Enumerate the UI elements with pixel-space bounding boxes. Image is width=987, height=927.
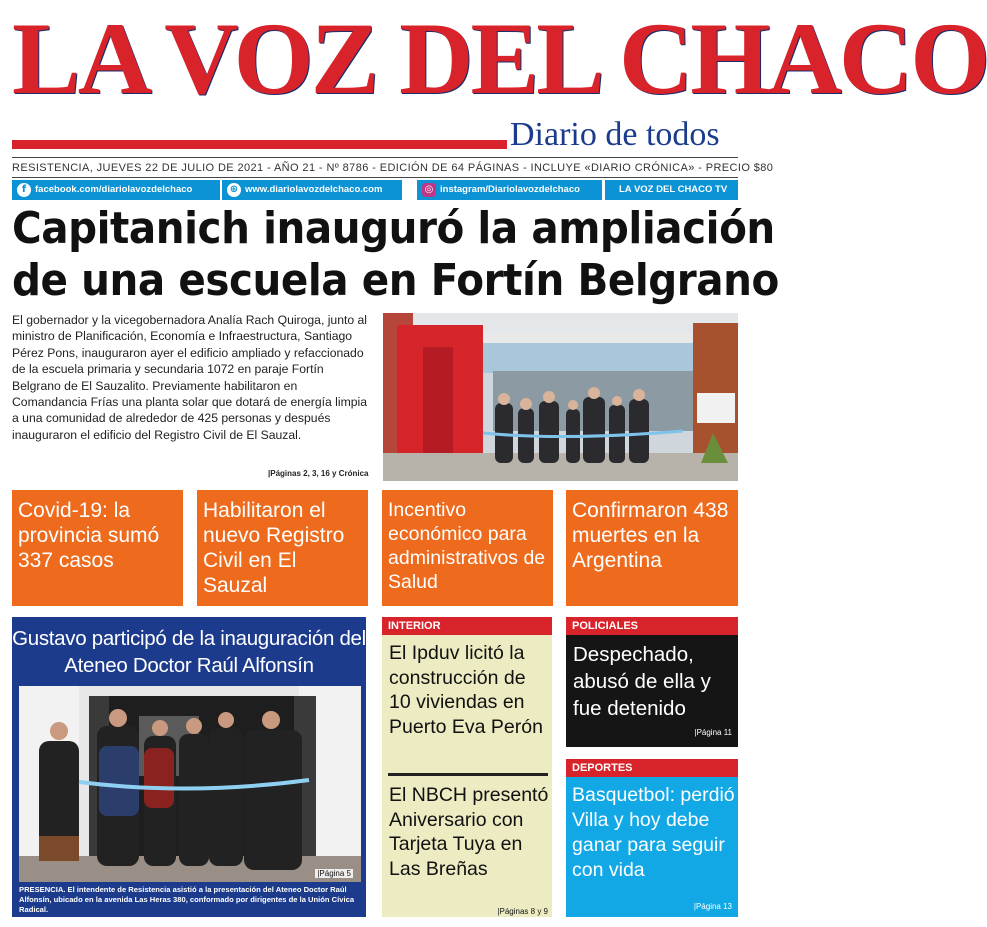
interior-tag: INTERIOR: [382, 617, 552, 635]
interior-section: [382, 617, 552, 917]
policiales-tag: POLICIALES: [566, 617, 738, 635]
instagram-link[interactable]: [417, 180, 602, 200]
school-inauguration-photo: [383, 313, 738, 481]
interior-page-ref: |Páginas 8 y 9: [497, 907, 548, 916]
ateneo-inauguration-photo: [19, 686, 361, 882]
orange-story-incentivo[interactable]: Incentivo económico para administrativos de Salud: [382, 490, 553, 606]
main-headline[interactable]: [12, 203, 779, 307]
instagram-icon: ◎: [422, 183, 436, 197]
interior-story-nbch[interactable]: El NBCH presentó Aniversario con Tarjeta Tuya en Las Breñas: [389, 784, 549, 880]
orange-story-muertes[interactable]: Confirmaron 438 muertes en la Argentina: [566, 490, 738, 606]
policiales-page-ref: |Página 11: [694, 728, 732, 737]
globe-icon: ⊕: [227, 183, 241, 197]
dateline-divider: [12, 177, 738, 178]
main-story-lead: El gobernador y la vicegobernadora Analía Rach Quiroga, junto al ministro de Planificación, Economía e Infraestructura, Santiago Pérez Pons, inauguraron ayer el edificio ampliado y refaccionado de la escuela primaria y secundaria 1072 en paraje Fortín Belgrano de El Sauzalito. Previamente habilitaron en Comandancia Frías una planta solar que dotará de energía limpia a una comunidad de alrededor de 425 personas y después inauguraron el edificio del Registro Civil de El Sauzal.: [12, 313, 368, 442]
ateneo-photo-caption: PRESENCIA. El intendente de Resistencia asistió a la presentación del Ateneo Doctor Raúl Alfonsín, ubicado en la avenida Las Heras 380, conformado por dirigentes de la Unión Cívica Radical.: [19, 885, 355, 914]
policiales-headline: Despechado, abusó de ella y fue detenido: [573, 643, 711, 720]
deportes-page-ref: |Página 13: [693, 902, 732, 911]
orange-story-covid[interactable]: Covid-19: la provincia sumó 337 casos: [12, 490, 183, 606]
masthead-red-rule: [12, 140, 507, 149]
newspaper-title: LA VOZ DEL CHACO: [12, 2, 987, 116]
headline-line-1: Capitanich inauguró la ampliación: [12, 203, 775, 254]
interior-story-ipduv[interactable]: El Ipduv licitó la construcción de 10 viviendas en Puerto Eva Perón: [389, 642, 543, 738]
deportes-tag: DEPORTES: [566, 759, 738, 777]
ateneo-page-ref: |Página 5: [317, 869, 351, 878]
newspaper-slogan: Diario de todos: [510, 116, 720, 153]
website-label: www.diariolavozdelchaco.com: [245, 184, 383, 195]
interior-divider: [388, 773, 548, 776]
facebook-icon: f: [17, 183, 31, 197]
facebook-link[interactable]: [12, 180, 220, 200]
main-story-page-ref: |Páginas 2, 3, 16 y Crónica: [268, 469, 369, 478]
orange-story-registro-civil[interactable]: Habilitaron el nuevo Registro Civil en El Sauzal: [197, 490, 368, 606]
instagram-label: instagram/Diariolavozdelchaco: [440, 184, 580, 195]
dateline: RESISTENCIA, JUEVES 22 DE JULIO DE 2021 - AÑO 21 - Nº 8786 - EDICIÓN DE 64 PÁGINAS - INCLUYE «DIARIO CRÓNICA» - PRECIO $80: [12, 162, 774, 174]
policiales-section[interactable]: [566, 617, 738, 747]
ateneo-headline: Gustavo participó de la inauguración del Ateneo Doctor Raúl Alfonsín: [12, 627, 366, 677]
website-link[interactable]: [222, 180, 402, 200]
tv-label: LA VOZ DEL CHACO TV: [619, 184, 728, 195]
headline-line-2: de una escuela en Fortín Belgrano: [12, 255, 779, 306]
ateneo-story[interactable]: [12, 617, 366, 917]
masthead-divider: [12, 157, 738, 158]
facebook-label: facebook.com/diariolavozdelchaco: [35, 184, 193, 195]
deportes-headline: Basquetbol: perdió Villa y hoy debe ganar para seguir con vida: [572, 784, 735, 881]
deportes-section[interactable]: [566, 759, 738, 917]
tv-link[interactable]: [605, 180, 738, 200]
masthead: [0, 0, 987, 160]
